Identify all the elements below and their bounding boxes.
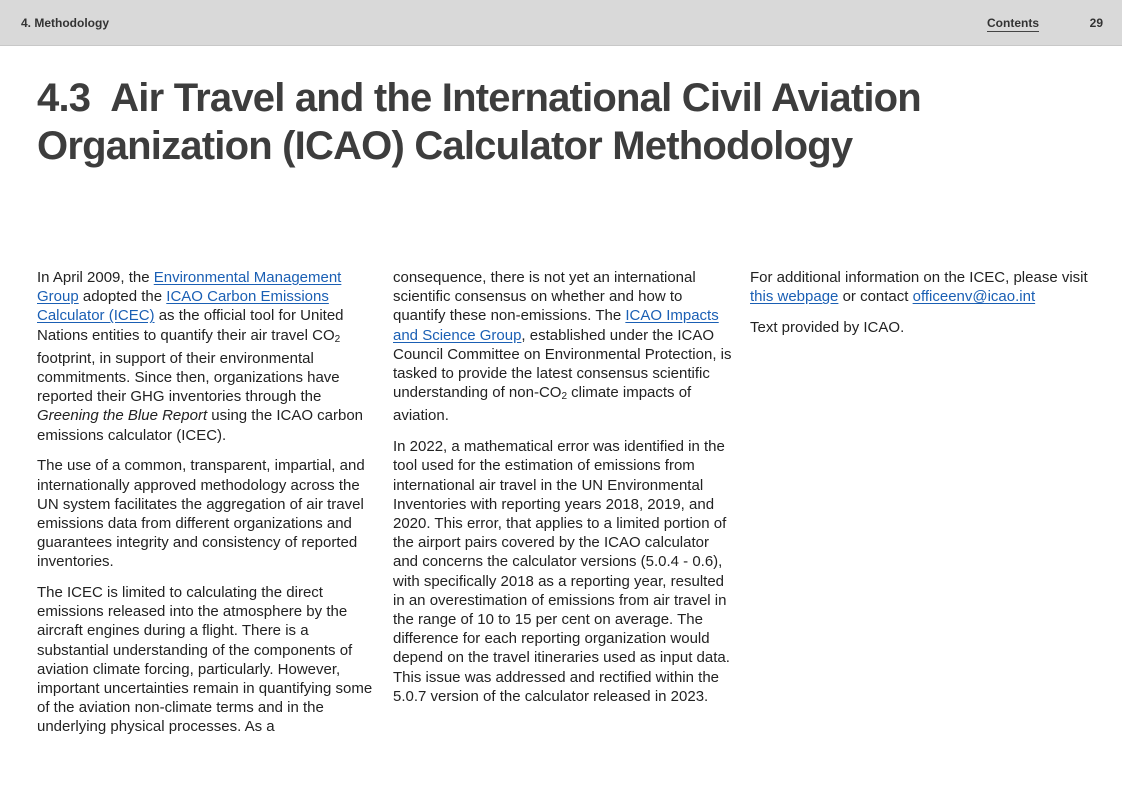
subscript: 2 <box>561 391 568 403</box>
text-run: or contact <box>838 288 913 306</box>
paragraph: The ICEC is limited to calculating the direct emissions released into the atmosphere by the aircraft engines during a flight. There is a substantial understanding of the components of aviation climate forcing, particularly. However, important uncertainties remain in quantifying some of the aviation non-climate terms and in the underlying physical processes. As a <box>37 584 373 736</box>
paragraph <box>37 268 377 445</box>
email-link[interactable]: officeenv@icao.int <box>912 288 1036 306</box>
title-line-2: Organization (ICAO) Calculator Methodology <box>37 124 853 168</box>
page-number: 29 <box>1089 16 1103 30</box>
text-run: adopted the <box>78 288 167 306</box>
text-run: In April 2009, the <box>37 269 154 286</box>
paragraph <box>750 268 1095 306</box>
text-run: , established under the ICAO Council Committee on Environmental Protection, is tasked to provide the latest consensus scientific understanding of non-CO <box>393 326 732 402</box>
text-column-1 <box>37 268 377 748</box>
page-title <box>37 74 1037 170</box>
title-line-1: Air Travel and the International Civil Aviation <box>110 76 921 120</box>
text-run: using the ICAO carbon emissions calculator (ICEC). <box>37 407 364 444</box>
paragraph: The use of a common, transparent, impartial, and internationally approved methodology across the UN system facilitates the aggregation of air travel emissions data from different organizations and guarantees integrity and consistency of reported inventories. <box>37 457 365 571</box>
webpage-link[interactable]: this webpage <box>750 288 839 306</box>
text-run: climate impacts of aviation. <box>393 384 692 425</box>
paragraph: Text provided by ICAO. <box>750 318 905 336</box>
text-column-3 <box>750 268 1095 349</box>
section-number: 4.3 <box>37 76 91 120</box>
text-run: footprint, in support of their environmental commitments. Since then, organizations have reported their GHG inventories through the <box>37 349 340 406</box>
paragraph: In 2022, a mathematical error was identified in the tool used for the estimation of emissions from international air travel in the UN Environmental Inventories with reporting years 2018, 2019, and 2020. This error, that applies to a limited portion of the airport pairs covered by the ICAO calculator and concerns the calculator versions (5.0.4 - 0.6), with specifically 2018 as a reporting year, resulted in an overestimation of emissions from air travel in the range of 10 to 15 per cent on average. The difference for each reporting organization would depend on the travel itineraries used as input data. This issue was addressed and rectified within the 5.0.7 version of the calculator released in 2023. <box>393 438 730 705</box>
text-run: as the official tool for United Nations entities to quantify their air travel CO <box>37 307 344 344</box>
subscript: 2 <box>334 333 341 345</box>
section-label: 4. Methodology <box>21 16 109 30</box>
page-header <box>0 0 1122 46</box>
contents-link[interactable]: Contents <box>987 16 1039 30</box>
text-run: For additional information on the ICEC, please visit <box>750 269 1088 286</box>
text-run: consequence, there is not yet an international scientific consensus on whether and how to quantify these non-emissions. The <box>393 269 696 325</box>
text-column-2 <box>393 268 733 717</box>
impacts-science-group-link[interactable]: ICAO Impacts and Science Group <box>393 307 719 344</box>
icec-link[interactable]: ICAO Carbon Emissions Calculator (ICEC) <box>37 288 329 325</box>
environmental-management-group-link[interactable]: Environmental Management Group <box>37 269 342 306</box>
report-title: Greening the Blue Report <box>37 407 208 425</box>
paragraph <box>393 268 733 426</box>
